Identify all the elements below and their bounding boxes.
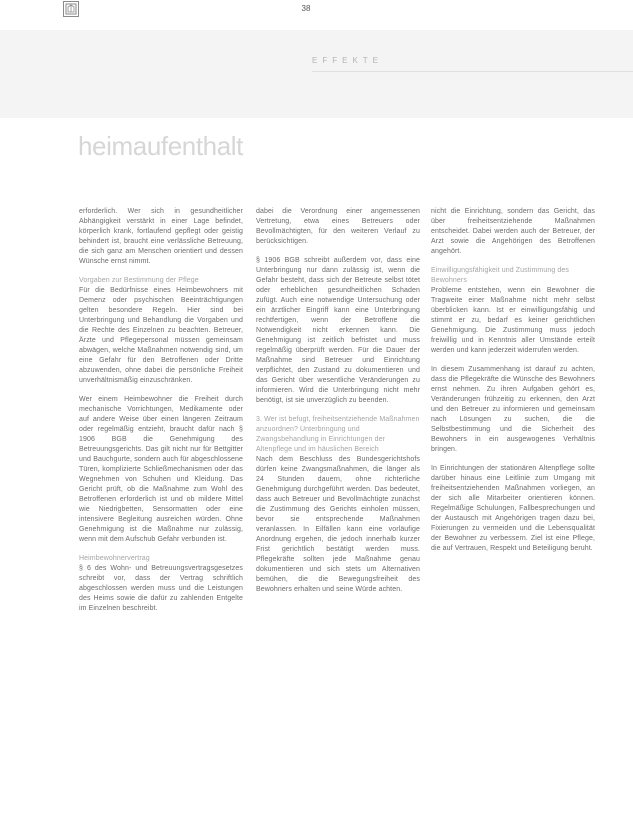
top-band [0, 30, 633, 118]
subheading: Heimbewohnervertrag [79, 555, 150, 562]
section-title: heimaufenthalt [78, 131, 243, 161]
subheading: 3. Wer ist befugt, freiheitsentziehende Maßnahmen anzuordnen? Unterbringung und Zwangsbehandlung in Einrichtungen der Altenpflege und im häuslichen Bereich [256, 416, 420, 453]
header-rule [312, 71, 633, 72]
page-number: 38 [301, 4, 311, 13]
paragraph: nicht die Einrichtung, sondern das Gericht, das über freiheitsentziehende Maßnahmen entscheidet. Dabei werden auch der Betreuer, der Arzt sowie die Angehörigen des Betroffenen angehört. [431, 208, 595, 255]
book-emblem-icon [64, 2, 78, 16]
paragraph: § 1906 BGB schreibt außerdem vor, dass eine Unterbringung nur dann zulässig ist, wenn die Gefahr besteht, dass sich der Betreute selbst tötet oder erheblichen gesundheitlichen Schaden zufügt. Auch eine notwendige Untersuchung oder ein ärztlicher Eingriff kann eine Unterbringung rechtfertigen, wenn der Betroffene die Notwendigkeit nicht erkennen kann. Die Genehmigung ist zeitlich befristet und muss regelmäßig überprüft werden. Für die Dauer der Maßnahme sind Betreuer und Einrichtung verpflichtet, den Zustand zu dokumentieren und das Gericht über wesentliche Veränderungen zu informieren. Wird die Unterbringung nicht mehr benötigt, ist sie unverzüglich zu beenden. [256, 257, 420, 404]
running-header: EFFEKTE [312, 56, 384, 65]
paragraph: Probleme entstehen, wenn ein Bewohner die Tragweite einer Maßnahme nicht mehr selbst überblicken kann. Ist er einwilligungsfähig und stimmt er zu, bedarf es keiner gerichtlichen Genehmigung. Die Zustimmung muss jedoch freiwillig und in Kenntnis aller Umstände erteilt werden und kann jederzeit widerrufen werden. [431, 287, 595, 354]
subheading: Vorgaben zur Bestimmung der Pflege [79, 277, 199, 284]
text-column-1 [79, 207, 243, 623]
paragraph: erforderlich. Wer sich in gesundheitlicher Abhängigkeit verstärkt in einer Lage befindet, körperlich krank, fortlaufend gepflegt oder geistig behindert ist, braucht eine verlässliche Betreuung, die sich ganz am Menschen orientiert und dessen Wünsche ernst nimmt. [79, 208, 243, 265]
logo-box [63, 1, 79, 17]
subheading: Einwilligungsfähigkeit und Zustimmung des Bewohners [431, 267, 569, 284]
paragraph: dabei die Verordnung einer angemessenen Vertretung, etwa eines Betreuers oder Bevollmächtigten, für den weiteren Verlauf zu berücksichtigen. [256, 208, 420, 245]
paragraph: Nach dem Beschluss des Bundesgerichtshofs dürfen keine Zwangsmaßnahmen, die länger als 24 Stunden dauern, ohne richterliche Genehmigung durchgeführt werden. Das bedeutet, dass auch Betreuer und Bevollmächtigte zunächst die Zustimmung des Gerichts einholen müssen, bevor sie entsprechende Maßnahmen veranlassen. In Eilfällen kann eine vorläufige Anordnung ergehen, die jedoch innerhalb kurzer Frist gerichtlich bestätigt werden muss. Pflegekräfte sollten jede Maßnahme genau dokumentieren und sich stets um Alternativen bemühen, die die Bewegungsfreiheit des Bewohners erhalten und seine Würde achten. [256, 456, 420, 593]
paragraph: In diesem Zusammenhang ist darauf zu achten, dass die Pflegekräfte die Wünsche des Bewohners ernst nehmen. Zu ihren Aufgaben gehört es, Veränderungen frühzeitig zu erkennen, den Arzt und den Betreuer zu informieren und gemeinsam nach Lösungen zu suchen, die die Selbstbestimmung und die Sicherheit des Bewohners in ein ausgewogenes Verhältnis bringen. [431, 366, 595, 453]
paragraph: Für die Bedürfnisse eines Heimbewohners mit Demenz oder psychischen Beeinträchtigungen gelten besondere Regeln. Hier sind bei Unterbringung und Behandlung die Vorgaben und die Rechte des Einzelnen zu beachten. Betreuer, Ärzte und Pflegepersonal müssen gemeinsam abwägen, welche Maßnahmen notwendig sind, um eine Gefahr für den Betroffenen oder Dritte abzuwenden, ohne dabei die persönliche Freiheit unverhältnismäßig einzuschränken. [79, 287, 243, 384]
paragraph: In Einrichtungen der stationären Altenpflege sollte darüber hinaus eine Leitlinie zum Umgang mit freiheitsentziehenden Maßnahmen vorliegen, an der sich alle Mitarbeiter orientieren können. Regelmäßige Schulungen, Fallbesprechungen und der Austausch mit Angehörigen tragen dazu bei, Fixierungen zu vermeiden und die Lebensqualität der Bewohner zu verbessern. Ziel ist eine Pflege, die auf Vertrauen, Respekt und Beteiligung beruht. [431, 465, 595, 552]
text-column-3 [431, 207, 595, 563]
paragraph: § 6 des Wohn- und Betreuungsvertragsgesetzes schreibt vor, dass der Vertrag schriftlich abgeschlossen werden muss und die Leistungen des Heims sowie die dafür zu zahlenden Entgelte im Einzelnen beschreibt. [79, 565, 243, 612]
text-column-2 [256, 207, 420, 604]
paragraph: Wer einem Heimbewohner die Freiheit durch mechanische Vorrichtungen, Medikamente oder auf andere Weise über einen längeren Zeitraum oder regelmäßig entzieht, braucht dafür nach § 1906 BGB die Genehmigung des Betreuungsgerichts. Das gilt nicht nur für Bettgitter und Bauchgurte, sondern auch für abgeschlossene Türen, komplizierte Schließmechanismen oder das Wegnehmen von Schuhen und Kleidung. Das Gericht prüft, ob die Maßnahme zum Wohl des Betroffenen erforderlich ist und ob mildere Mittel wie Niedrigbetten, Sensormatten oder eine intensivere Begleitung ausreichen würden. Ohne Genehmigung ist die Maßnahme nur zulässig, wenn mit dem Aufschub Gefahr verbunden ist. [79, 396, 243, 543]
